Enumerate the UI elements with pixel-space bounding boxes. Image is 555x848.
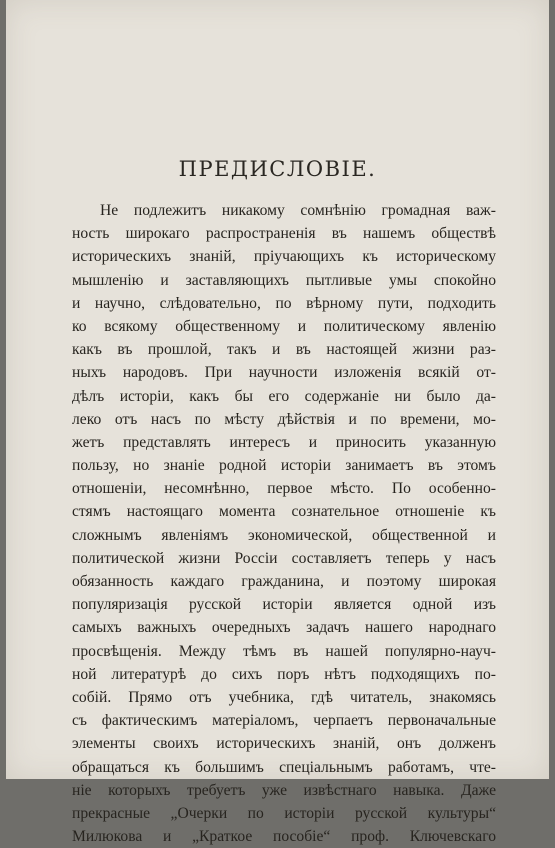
text-line: леко отъ насъ по мѣсту дѣйствія и по времени, мо- — [72, 410, 496, 428]
text-line: элементы своихъ историческихъ знаній, онъ долженъ — [72, 735, 496, 753]
text-line: сложнымъ явленіямъ экономической, общественной и — [72, 526, 496, 544]
text-line: мышленію и заставляющихъ пытливые умы спокойно — [72, 271, 496, 289]
text-line: и научно, слѣдовательно, по вѣрному пути, подходить — [72, 294, 496, 312]
text-line: популяризація русской исторіи является одной изъ — [72, 596, 496, 614]
text-line: дѣлъ исторіи, какъ бы его содержаніе ни было да- — [72, 387, 496, 405]
text-line: Не подлежитъ никакому сомнѣнію громадная важ- — [100, 202, 496, 219]
text-line: отношеніи, несомнѣнно, первое мѣсто. По особенно- — [72, 480, 496, 498]
text-line: ной литературѣ до сихъ поръ нѣтъ подходящихъ по- — [72, 665, 496, 683]
text-line: стямъ настоящаго момента сознательное отношеніе къ — [72, 503, 496, 521]
text-line: ность широкаго распространенія въ нашемъ обществѣ — [72, 225, 496, 243]
text-line: ніе которыхъ требуетъ уже извѣстнаго навыка. Даже — [72, 781, 496, 799]
text-line: прекрасные „Очерки по исторіи русской культуры“ — [72, 804, 496, 822]
preface-text — [72, 199, 496, 848]
page-title: ПРЕДИСЛОВІЕ. — [178, 157, 377, 181]
text-line: историческихъ знаній, пріучающихъ къ историческому — [72, 248, 496, 266]
text-line: какъ въ прошлой, такъ и въ настоящей жизни раз- — [72, 341, 496, 359]
text-line: обязанность каждаго гражданина, и поэтому широкая — [72, 573, 496, 590]
text-line: жетъ представлять интересъ и приносить указанную — [72, 433, 496, 451]
text-line: ко всякому общественному и политическому явленію — [72, 317, 496, 335]
text-line: просвѣщенія. Между тѣмъ въ нашей популярно-науч- — [72, 642, 496, 660]
text-line: пользу, но знаніе родной исторіи занимаетъ въ этомъ — [72, 457, 496, 475]
text-line: Милюкова и „Краткое пособіе“ проф. Ключевскаго — [72, 828, 496, 846]
text-line: ныхъ народовъ. При научности изложенія всякій от- — [72, 364, 496, 382]
text-line: собій. Прямо отъ учебника, гдѣ читатель, знакомясь — [72, 688, 496, 706]
document-page — [6, 0, 549, 846]
text-line: съ фактическимъ матеріаломъ, черпаетъ первоначальные — [72, 712, 496, 730]
text-line: самыхъ важныхъ очередныхъ задачъ нашего народнаго — [72, 619, 496, 637]
text-line: обращаться къ большимъ спеціальнымъ работамъ, чте- — [72, 758, 496, 776]
text-line: политической жизни Россіи составляетъ теперь у насъ — [72, 549, 496, 567]
